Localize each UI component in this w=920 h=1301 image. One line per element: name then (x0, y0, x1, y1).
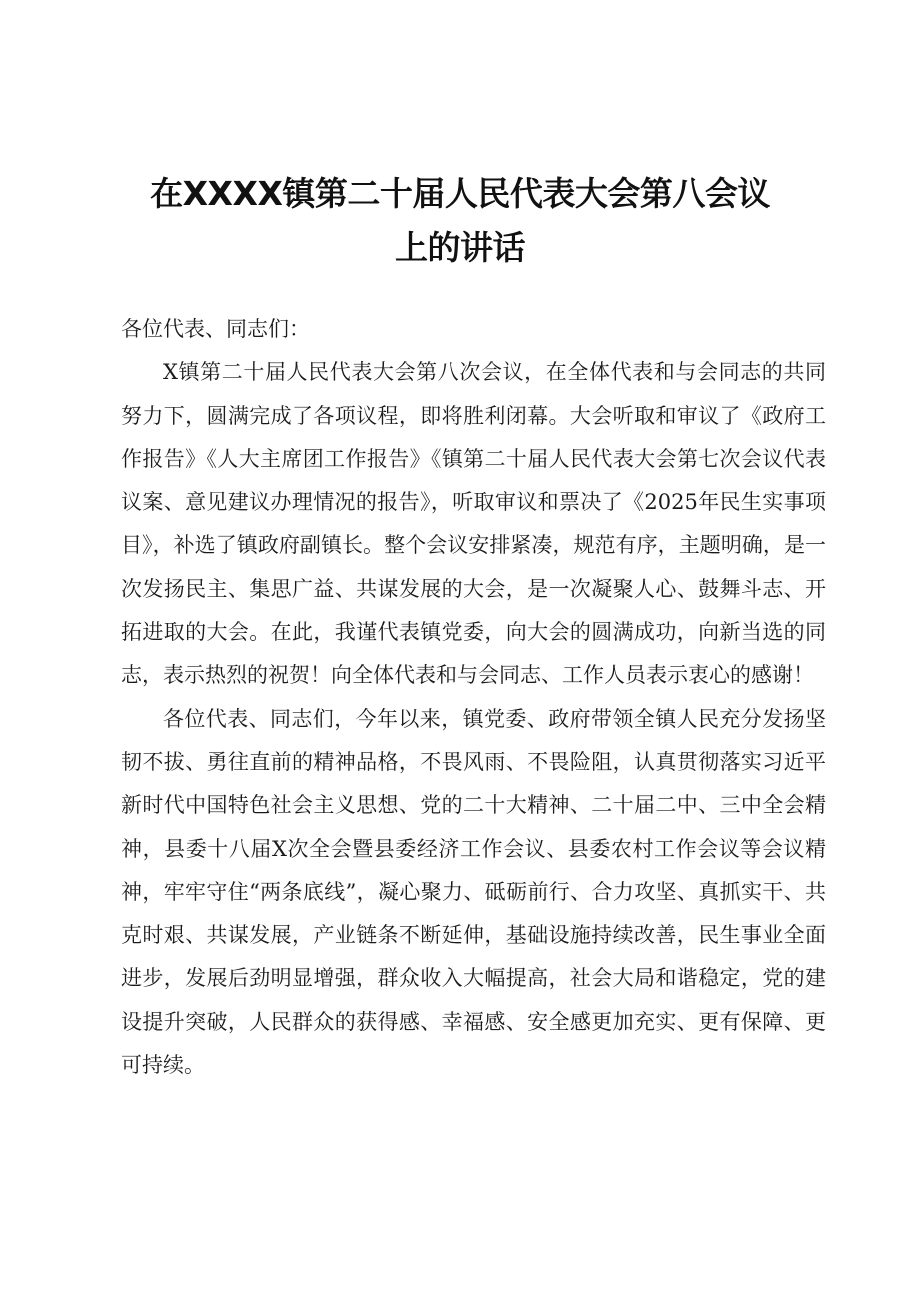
document-title-line-1: 在XXXX镇第二十届人民代表大会第八会议 (150, 174, 770, 213)
document-body (121, 308, 826, 1087)
salutation: 各位代表、同志们： (121, 317, 310, 341)
paragraph-1: X镇第二十届人民代表大会第八次会议，在全体代表和与会同志的共同努力下，圆满完成了各项议程，即将胜利闭幕。大会听取和审议了《政府工作报告》《人大主席团工作报告》《镇第二十届人民代表大会第七次会议代表议案、意见建议办理情况的报告》，听取审议和票决了《2025年民生实事项目》，补选了镇政府副镇长。整个会议安排紧凑，规范有序，主题明确，是一次发扬民主、集思广益、共谋发展的大会，是一次凝聚人心、鼓舞斗志、开拓进取的大会。在此，我谨代表镇党委，向大会的圆满成功，向新当选的同志，表示热烈的祝贺！向全体代表和与会同志、工作人员表示衷心的感谢！ (121, 360, 826, 688)
paragraph-2: 各位代表、同志们，今年以来，镇党委、政府带领全镇人民充分发扬坚韧不拔、勇往直前的精神品格，不畏风雨、不畏险阻，认真贯彻落实习近平新时代中国特色社会主义思想、党的二十大精神、二十届二中、三中全会精神，县委十八届X次全会暨县委经济工作会议、县委农村工作会议等会议精神，牢牢守住“两条底线”，凝心聚力、砥砺前行、合力攻坚、真抓实干、共克时艰、共谋发展，产业链条不断延伸，基础设施持续改善，民生事业全面进步，发展后劲明显增强，群众收入大幅提高，社会大局和谐稳定，党的建设提升突破，人民群众的获得感、幸福感、安全感更加充实、更有保障、更可持续。 (121, 706, 826, 1078)
document-title-line-2: 上的讲话 (395, 228, 525, 267)
